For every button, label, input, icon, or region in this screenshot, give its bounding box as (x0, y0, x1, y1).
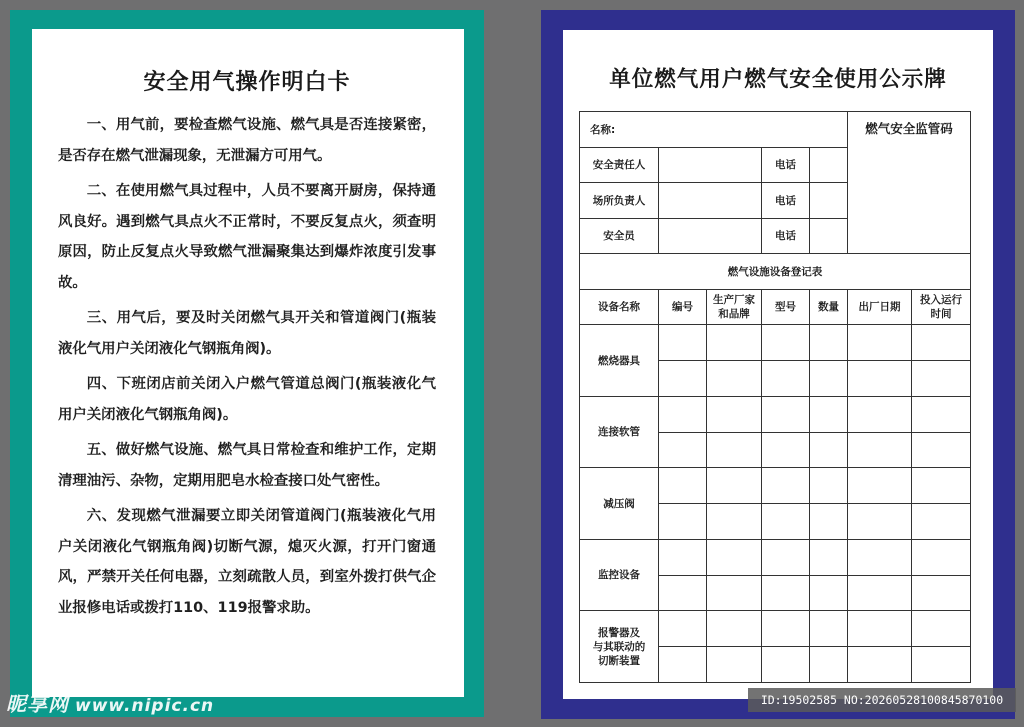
table-row (580, 539, 971, 575)
registry-cell[interactable] (810, 647, 848, 683)
registry-cell[interactable] (659, 432, 707, 468)
registry-cell[interactable] (912, 611, 971, 647)
registry-cell[interactable] (659, 539, 707, 575)
qr-code-area: 燃气安全监管码 (848, 112, 971, 254)
contact-role: 场所负责人 (580, 183, 659, 218)
registry-cell[interactable] (659, 611, 707, 647)
registry-cell[interactable] (762, 468, 810, 504)
contact-name-cell[interactable] (659, 148, 762, 183)
registry-cell[interactable] (659, 361, 707, 397)
equipment-name: 报警器及 与其联动的 切断装置 (580, 611, 659, 683)
registry-cell[interactable] (810, 504, 848, 540)
registry-cell[interactable] (848, 361, 912, 397)
registry-cell[interactable] (762, 575, 810, 611)
registry-cell[interactable] (912, 539, 971, 575)
registry-cell[interactable] (810, 396, 848, 432)
registry-cell[interactable] (848, 647, 912, 683)
watermark-brand (6, 688, 214, 717)
registry-cell[interactable] (762, 432, 810, 468)
safety-paragraph: 四、下班闭店前关闭入户燃气管道总阀门(瓶装液化气用户关闭液化气钢瓶角阀)。 (58, 376, 436, 423)
registry-cell[interactable] (762, 539, 810, 575)
equipment-name: 减压阀 (580, 468, 659, 540)
registry-cell[interactable] (762, 504, 810, 540)
registry-cell[interactable] (762, 361, 810, 397)
column-header: 生产厂家 和品牌 (707, 290, 762, 325)
notice-board (563, 30, 993, 699)
phone-cell[interactable] (810, 218, 848, 253)
registry-cell[interactable] (912, 575, 971, 611)
safety-card-title: 安全用气操作明白卡 (143, 70, 351, 95)
registry-cell[interactable] (912, 504, 971, 540)
registry-cell[interactable] (848, 539, 912, 575)
registry-cell[interactable] (912, 432, 971, 468)
column-header: 型号 (762, 290, 810, 325)
registry-cell[interactable] (659, 468, 707, 504)
column-header: 数量 (810, 290, 848, 325)
phone-label: 电话 (762, 218, 810, 253)
registry-cell[interactable] (848, 575, 912, 611)
registry-cell[interactable] (848, 611, 912, 647)
registry-cell[interactable] (659, 575, 707, 611)
registry-cell[interactable] (810, 611, 848, 647)
registry-cell[interactable] (848, 468, 912, 504)
table-row (580, 396, 971, 432)
registry-cell[interactable] (707, 647, 762, 683)
safety-card (32, 29, 464, 697)
registry-cell[interactable] (707, 361, 762, 397)
registry-header-row (580, 290, 971, 325)
registry-cell[interactable] (707, 611, 762, 647)
registry-cell[interactable] (848, 504, 912, 540)
column-header: 出厂日期 (848, 290, 912, 325)
registry-cell[interactable] (659, 396, 707, 432)
column-header: 编号 (659, 290, 707, 325)
registry-cell[interactable] (659, 647, 707, 683)
table-row (580, 468, 971, 504)
column-header: 投入运行 时间 (912, 290, 971, 325)
registry-cell[interactable] (762, 647, 810, 683)
registry-cell[interactable] (707, 504, 762, 540)
registry-cell[interactable] (810, 539, 848, 575)
registry-title: 燃气设施设备登记表 (580, 253, 971, 289)
registry-cell[interactable] (659, 504, 707, 540)
registry-cell[interactable] (707, 432, 762, 468)
registry-cell[interactable] (707, 468, 762, 504)
registry-cell[interactable] (912, 361, 971, 397)
registry-cell[interactable] (707, 325, 762, 361)
safety-paragraph: 二、在使用燃气具过程中，人员不要离开厨房，保持通风良好。遇到燃气具点火不正常时，不要反复点火，须查明原因，防止反复点火导致燃气泄漏聚集达到爆炸浓度引发事故。 (58, 183, 436, 291)
contact-role: 安全员 (580, 218, 659, 253)
registry-cell[interactable] (912, 468, 971, 504)
registry-cell[interactable] (810, 361, 848, 397)
registry-cell[interactable] (912, 396, 971, 432)
registry-cell[interactable] (848, 325, 912, 361)
registry-cell[interactable] (762, 325, 810, 361)
registry-cell[interactable] (810, 468, 848, 504)
table-row (580, 611, 971, 647)
phone-label: 电话 (762, 148, 810, 183)
registry-cell[interactable] (707, 575, 762, 611)
equipment-name: 监控设备 (580, 539, 659, 611)
registry-cell[interactable] (707, 539, 762, 575)
safety-card-frame (10, 10, 484, 717)
safety-paragraph: 三、用气后，要及时关闭燃气具开关和管道阀门(瓶装液化气用户关闭液化气钢瓶角阀)。 (58, 310, 436, 357)
phone-cell[interactable] (810, 148, 848, 183)
registry-cell[interactable] (848, 396, 912, 432)
safety-paragraph: 六、发现燃气泄漏要立即关闭管道阀门(瓶装液化气用户关闭液化气钢瓶角阀)切断气源，熄灭火源，打开门窗通风，严禁开关任何电器，立刻疏散人员，到室外拨打供气企业报修电话或拨打110、119报警求助。 (58, 508, 436, 616)
equipment-name: 燃烧器具 (580, 325, 659, 397)
registry-cell[interactable] (810, 325, 848, 361)
notice-table (579, 111, 971, 683)
registry-cell[interactable] (707, 396, 762, 432)
watermark-url: www.nipic.cn (75, 696, 215, 716)
phone-label: 电话 (762, 183, 810, 218)
notice-board-frame (541, 10, 1015, 719)
registry-cell[interactable] (912, 325, 971, 361)
notice-board-title: 单位燃气用户燃气安全使用公示牌 (609, 67, 947, 92)
registry-cell[interactable] (762, 396, 810, 432)
safety-paragraph: 五、做好燃气设施、燃气具日常检查和维护工作，定期清理油污、杂物，定期用肥皂水检查接口处气密性。 (58, 442, 436, 489)
registry-cell[interactable] (810, 575, 848, 611)
equipment-name: 连接软管 (580, 396, 659, 468)
table-row (580, 325, 971, 361)
registry-cell[interactable] (762, 611, 810, 647)
watermark-id: ID:19502585 NO:20260528100845870100 (748, 688, 1016, 712)
column-header: 设备名称 (580, 290, 659, 325)
contact-name-cell[interactable] (659, 183, 762, 218)
registry-body (580, 325, 971, 683)
phone-cell[interactable] (810, 183, 848, 218)
registry-cell[interactable] (810, 432, 848, 468)
name-field-label: 名称: (580, 112, 848, 148)
registry-cell[interactable] (659, 325, 707, 361)
registry-cell[interactable] (848, 432, 912, 468)
watermark-brand-text: 昵享网 (6, 692, 69, 716)
contact-name-cell[interactable] (659, 218, 762, 253)
safety-paragraph: 一、用气前，要检查燃气设施、燃气具是否连接紧密，是否存在燃气泄漏现象，无泄漏方可用气。 (58, 117, 436, 164)
contact-role: 安全责任人 (580, 148, 659, 183)
registry-cell[interactable] (912, 647, 971, 683)
